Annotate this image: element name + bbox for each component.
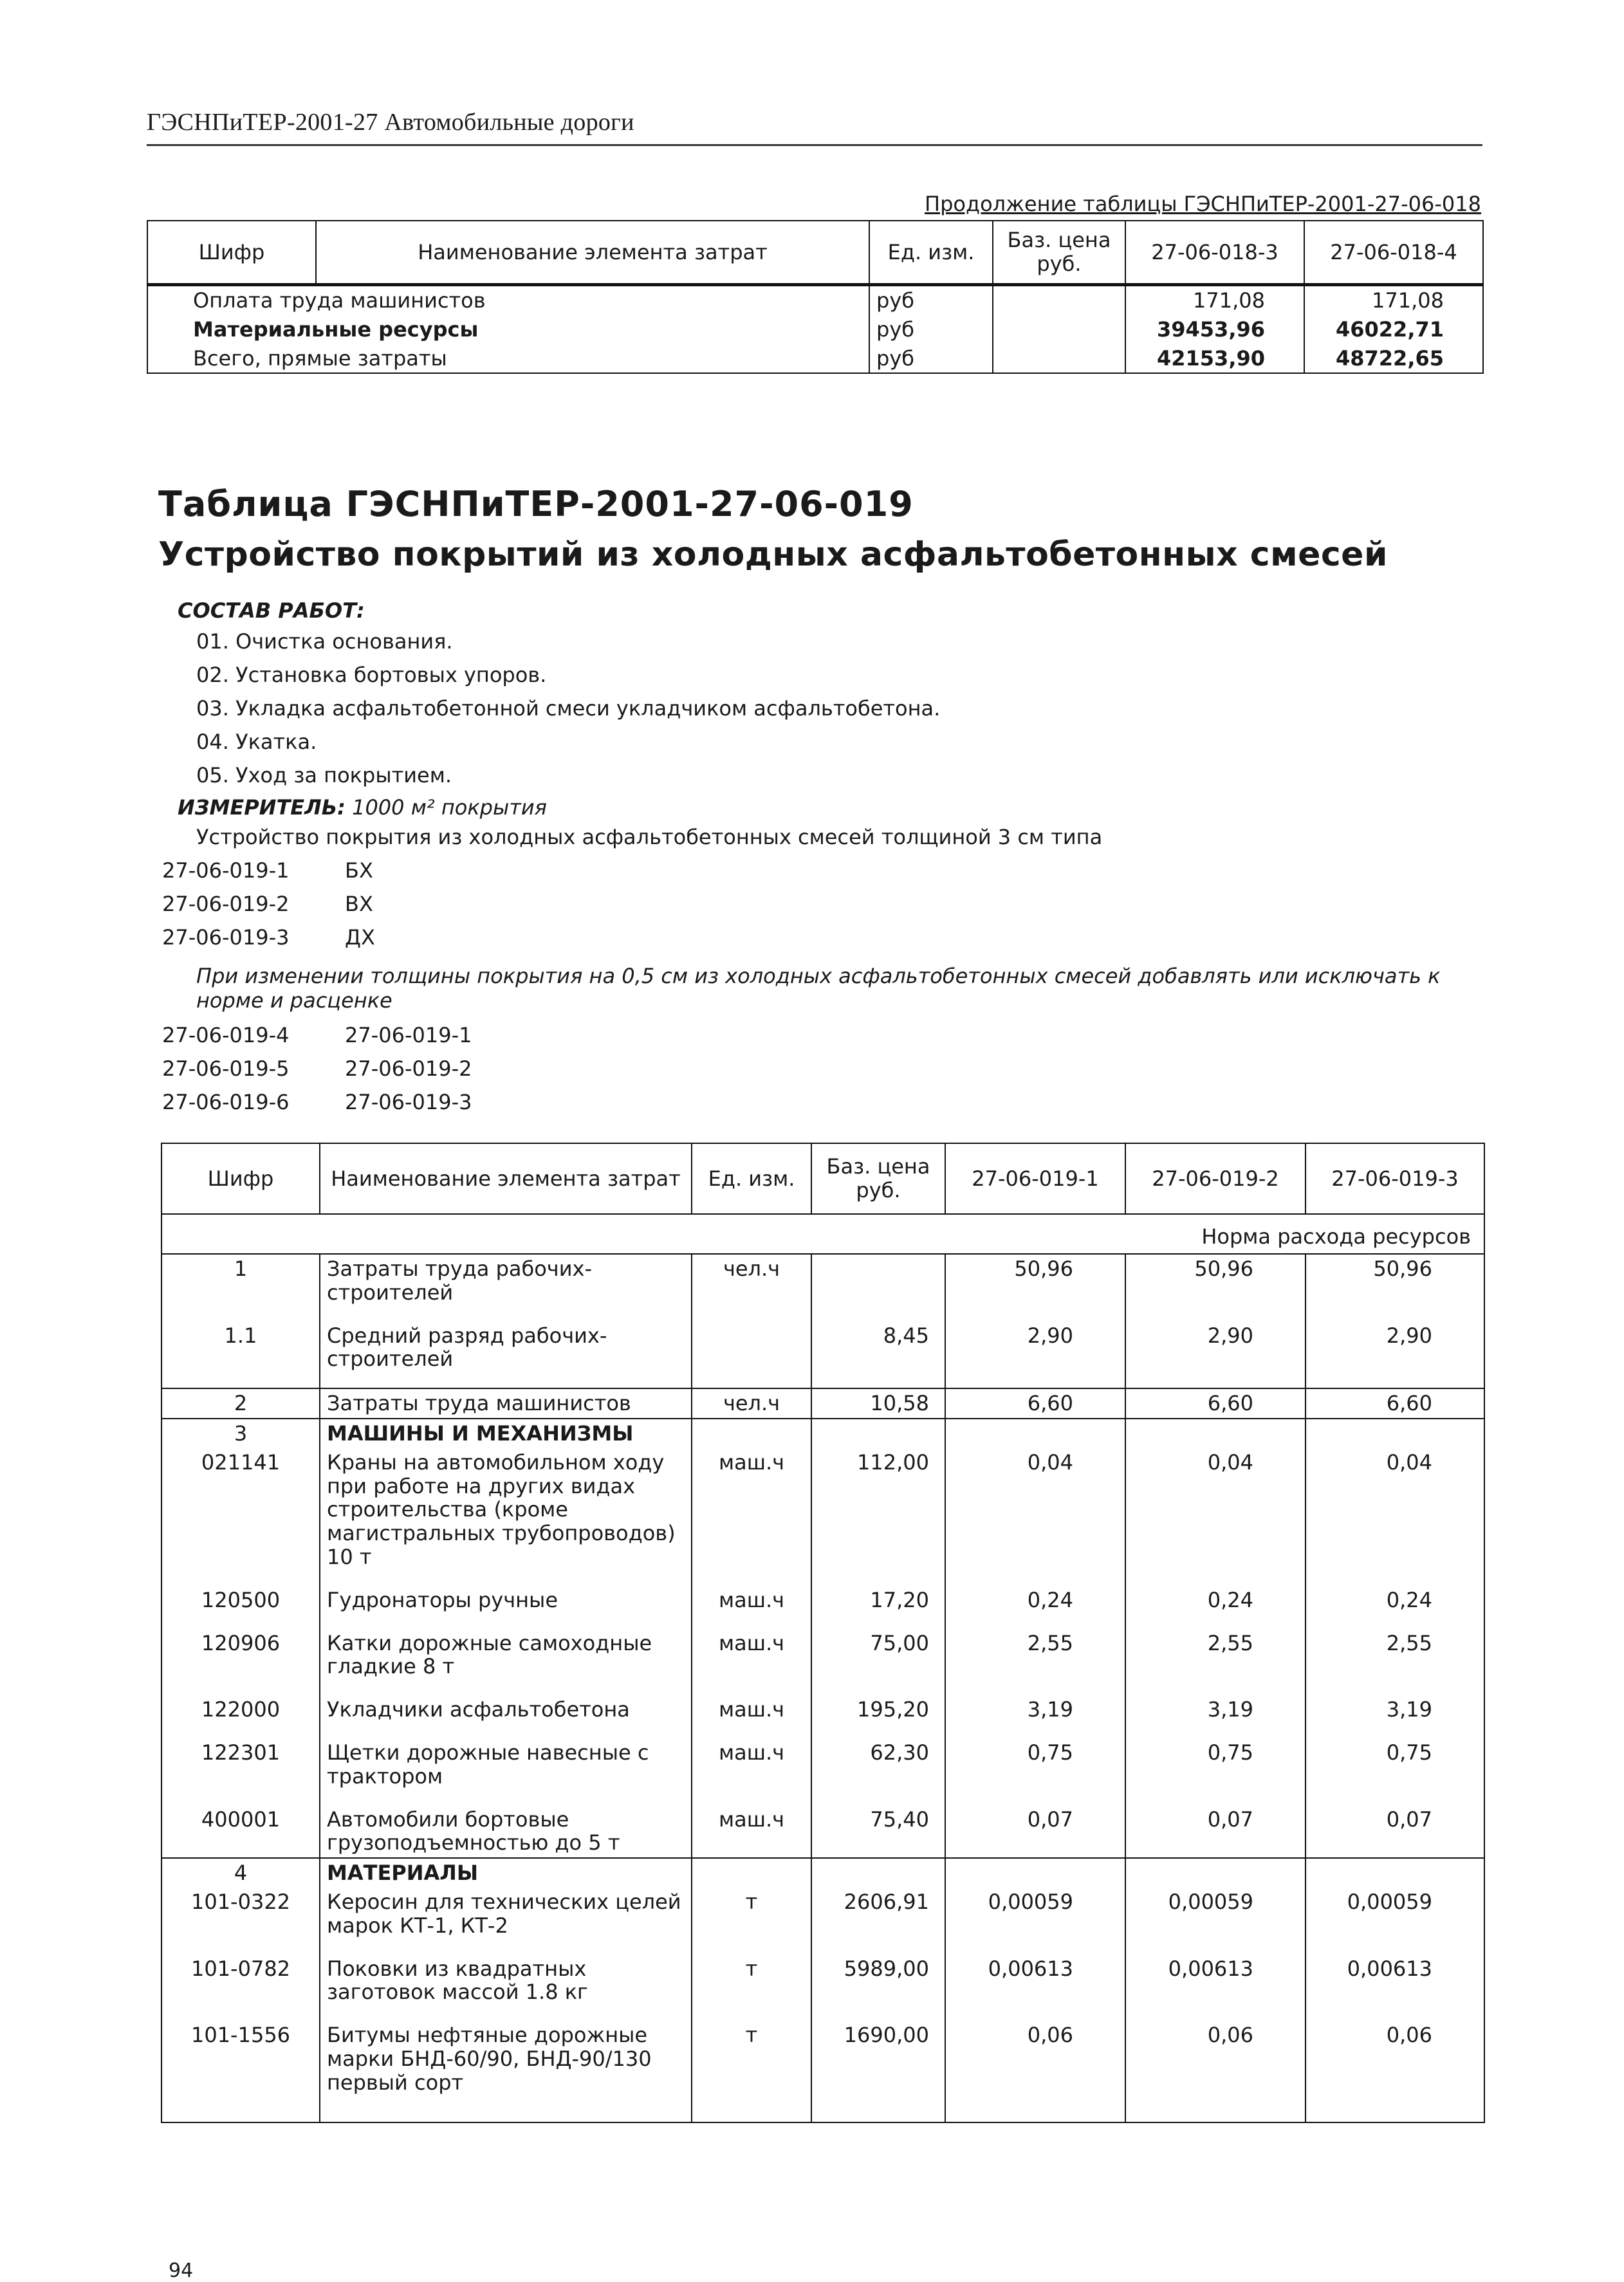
row-v2: 171,08: [1304, 286, 1483, 315]
continuation-note: Продолжение таблицы ГЭСНПиТЕР-2001-27-06-018: [925, 192, 1481, 216]
row-price: 5989,00: [811, 1955, 945, 2021]
row-v1: 0,75: [945, 1738, 1125, 1805]
work-item: 02. Установка бортовых упоров.: [196, 663, 547, 687]
row-name: Всего, прямые затраты: [147, 344, 869, 374]
col-header-unit: Ед. изм.: [869, 221, 993, 284]
row-code: 122301: [161, 1738, 320, 1805]
row-v1: 0,07: [945, 1805, 1125, 1859]
code-ref: 27-06-019-3: [162, 925, 290, 950]
code-type: БХ: [345, 858, 373, 883]
row-v1: 2,55: [945, 1629, 1125, 1696]
work-item: 04. Укатка.: [196, 730, 317, 754]
code-ref: 27-06-019-5: [162, 1056, 290, 1081]
col-header-code: Шифр: [147, 221, 316, 284]
row-v2: 2,90: [1125, 1321, 1306, 1389]
row-code: 1: [161, 1254, 320, 1321]
row-v1: 171,08: [1125, 286, 1304, 315]
col-header-name: Наименование элемента затрат: [316, 221, 869, 284]
measure-line: [178, 795, 547, 820]
row-v2: 3,19: [1125, 1695, 1306, 1738]
row-code: 4: [161, 1858, 320, 1888]
row-code: 1.1: [161, 1321, 320, 1389]
row-v3: 2,90: [1306, 1321, 1484, 1389]
row-name: МАШИНЫ И МЕХАНИЗМЫ: [320, 1419, 692, 1448]
table-row: [161, 1629, 1484, 1696]
table-row: [147, 286, 1483, 315]
row-unit: т: [692, 1955, 811, 2021]
row-v2: 0,04: [1125, 1448, 1306, 1586]
norm-label: Норма расхода ресурсов: [161, 1214, 1484, 1254]
table-row: [147, 315, 1483, 344]
row-price: [993, 315, 1125, 344]
col-header-code: Шифр: [161, 1143, 320, 1214]
table-header-row: [147, 221, 1483, 284]
table-row: [161, 1448, 1484, 1586]
row-name: Керосин для технических целей марок КТ-1, КТ-2: [320, 1888, 692, 1955]
row-name: Затраты труда рабочих-строителей: [320, 1254, 692, 1321]
row-code: 101-1556: [161, 2021, 320, 2097]
row-unit: маш.ч: [692, 1448, 811, 1586]
row-v2: 48722,65: [1304, 344, 1483, 374]
code-ref: 27-06-019-4: [162, 1023, 290, 1047]
table-row: [161, 1388, 1484, 1419]
page-number: 94: [169, 2259, 194, 2282]
row-name: Битумы нефтяные дорожные марки БНД-60/90, БНД-90/130 первый сорт: [320, 2021, 692, 2097]
row-name: Материальные ресурсы: [147, 315, 869, 344]
row-price: 75,40: [811, 1805, 945, 1859]
row-v3: 0,04: [1306, 1448, 1484, 1586]
row-v3: 0,00059: [1306, 1888, 1484, 1955]
table-018-continuation: [147, 220, 1484, 374]
row-unit: т: [692, 2021, 811, 2097]
code-base: 27-06-019-1: [345, 1023, 472, 1047]
row-v1: 0,00059: [945, 1888, 1125, 1955]
table-row: [161, 1888, 1484, 1955]
row-v3: 0,24: [1306, 1586, 1484, 1629]
col-header-v1: 27-06-019-1: [945, 1143, 1125, 1214]
code-type: ВХ: [345, 892, 373, 916]
code-ref: 27-06-019-1: [162, 858, 290, 883]
row-price: 10,58: [811, 1388, 945, 1419]
row-v2: 0,75: [1125, 1738, 1306, 1805]
table-row: [161, 2021, 1484, 2097]
row-v1: 6,60: [945, 1388, 1125, 1419]
table-title: Таблица ГЭСНПиТЕР-2001-27-06-019: [158, 484, 914, 524]
row-v2: 0,00059: [1125, 1888, 1306, 1955]
table-row: [161, 1254, 1484, 1321]
table-row: [147, 344, 1483, 374]
col-header-v1: 27-06-018-3: [1125, 221, 1304, 284]
col-header-price: Баз. цена руб.: [811, 1143, 945, 1214]
code-ref: 27-06-019-2: [162, 892, 290, 916]
work-item: 03. Укладка асфальтобетонной смеси укладчиком асфальтобетона.: [196, 696, 941, 721]
row-v3: 0,00613: [1306, 1955, 1484, 2021]
table-row: [161, 1586, 1484, 1629]
row-v2: 0,07: [1125, 1805, 1306, 1859]
row-unit: маш.ч: [692, 1738, 811, 1805]
row-price: [811, 1254, 945, 1321]
row-v2: 2,55: [1125, 1629, 1306, 1696]
table-row: [161, 1321, 1484, 1389]
row-v1: 3,19: [945, 1695, 1125, 1738]
row-v1: 50,96: [945, 1254, 1125, 1321]
row-v1: 0,00613: [945, 1955, 1125, 2021]
row-unit: руб: [869, 315, 993, 344]
table-row: [161, 1695, 1484, 1738]
row-code: 122000: [161, 1695, 320, 1738]
description-thickness: При изменении толщины покрытия на 0,5 см из холодных асфальтобетонных смесей добавлять или исключать к норме и расценке: [196, 964, 1441, 1013]
code-base: 27-06-019-3: [345, 1090, 472, 1114]
row-v2: 46022,71: [1304, 315, 1483, 344]
row-unit: маш.ч: [692, 1805, 811, 1859]
row-code: 101-0322: [161, 1888, 320, 1955]
row-name: Краны на автомобильном ходу при работе на других видах строительства (кроме магистральных трубопроводов) 10 т: [320, 1448, 692, 1586]
row-v3: 0,06: [1306, 2021, 1484, 2097]
row-unit: руб: [869, 344, 993, 374]
row-unit: маш.ч: [692, 1629, 811, 1696]
row-code: 021141: [161, 1448, 320, 1586]
row-price: 17,20: [811, 1586, 945, 1629]
col-header-price: Баз. цена руб.: [993, 221, 1125, 284]
col-header-unit: Ед. изм.: [692, 1143, 811, 1214]
row-name: Укладчики асфальтобетона: [320, 1695, 692, 1738]
row-name: Автомобили бортовые грузоподъемностью до 5 т: [320, 1805, 692, 1859]
running-header: ГЭСНПиТЕР-2001-27 Автомобильные дороги: [147, 109, 634, 136]
row-price: [993, 344, 1125, 374]
row-name: Оплата труда машинистов: [147, 286, 869, 315]
table-row: [161, 1955, 1484, 2021]
row-unit: руб: [869, 286, 993, 315]
table-row: [161, 1805, 1484, 1859]
row-v1: 0,24: [945, 1586, 1125, 1629]
table-subtitle: Устройство покрытий из холодных асфальтобетонных смесей: [158, 535, 1388, 574]
row-price: 62,30: [811, 1738, 945, 1805]
works-heading: СОСТАВ РАБОТ:: [178, 598, 365, 623]
row-v1: 39453,96: [1125, 315, 1304, 344]
col-header-v3: 27-06-019-3: [1306, 1143, 1484, 1214]
row-name: МАТЕРИАЛЫ: [320, 1858, 692, 1888]
row-v1: 0,04: [945, 1448, 1125, 1586]
row-unit: чел.ч: [692, 1388, 811, 1419]
row-name: Поковки из квадратных заготовок массой 1.8 кг: [320, 1955, 692, 2021]
row-name: Щетки дорожные навесные с трактором: [320, 1738, 692, 1805]
section-row-machines: [161, 1419, 1484, 1448]
row-code: 2: [161, 1388, 320, 1419]
norm-row: [161, 1214, 1484, 1254]
row-name: Катки дорожные самоходные гладкие 8 т: [320, 1629, 692, 1696]
row-code: 400001: [161, 1805, 320, 1859]
row-v2: 0,24: [1125, 1586, 1306, 1629]
row-v2: 0,06: [1125, 2021, 1306, 2097]
code-base: 27-06-019-2: [345, 1056, 472, 1081]
table-row: [161, 1738, 1484, 1805]
row-price: 195,20: [811, 1695, 945, 1738]
row-v3: 3,19: [1306, 1695, 1484, 1738]
col-header-name: Наименование элемента затрат: [320, 1143, 692, 1214]
col-header-v2: 27-06-018-4: [1304, 221, 1483, 284]
row-v3: 0,07: [1306, 1805, 1484, 1859]
row-v3: 6,60: [1306, 1388, 1484, 1419]
row-code: 101-0782: [161, 1955, 320, 2021]
row-v3: 50,96: [1306, 1254, 1484, 1321]
work-item: 05. Уход за покрытием.: [196, 763, 452, 787]
code-ref: 27-06-019-6: [162, 1090, 290, 1114]
row-price: 2606,91: [811, 1888, 945, 1955]
header-rule: [147, 144, 1482, 146]
work-item: 01. Очистка основания.: [196, 629, 453, 654]
description-main: Устройство покрытия из холодных асфальтобетонных смесей толщиной 3 см типа: [196, 825, 1103, 849]
row-code: 120906: [161, 1629, 320, 1696]
row-v1: 0,06: [945, 2021, 1125, 2097]
row-unit: маш.ч: [692, 1695, 811, 1738]
row-v1: 42153,90: [1125, 344, 1304, 374]
row-name: Гудронаторы ручные: [320, 1586, 692, 1629]
row-price: [993, 286, 1125, 315]
row-v2: 6,60: [1125, 1388, 1306, 1419]
code-type: ДХ: [345, 925, 375, 950]
row-name: Затраты труда машинистов: [320, 1388, 692, 1419]
measure-value: 1000 м² покрытия: [352, 795, 547, 820]
row-v3: 0,75: [1306, 1738, 1484, 1805]
table-header-row: [161, 1143, 1484, 1214]
row-unit: [692, 1321, 811, 1389]
row-v3: 2,55: [1306, 1629, 1484, 1696]
row-unit: маш.ч: [692, 1586, 811, 1629]
section-row-materials: [161, 1858, 1484, 1888]
row-price: 8,45: [811, 1321, 945, 1389]
row-v1: 2,90: [945, 1321, 1125, 1389]
row-v2: 0,00613: [1125, 1955, 1306, 2021]
row-name: Средний разряд рабочих-строителей: [320, 1321, 692, 1389]
col-header-v2: 27-06-019-2: [1125, 1143, 1306, 1214]
row-code: 120500: [161, 1586, 320, 1629]
measure-label: ИЗМЕРИТЕЛЬ:: [178, 795, 346, 820]
row-price: 75,00: [811, 1629, 945, 1696]
row-v2: 50,96: [1125, 1254, 1306, 1321]
row-code: 3: [161, 1419, 320, 1448]
row-price: 1690,00: [811, 2021, 945, 2097]
row-unit: т: [692, 1888, 811, 1955]
row-price: 112,00: [811, 1448, 945, 1586]
row-unit: чел.ч: [692, 1254, 811, 1321]
table-019-resources: [161, 1143, 1485, 2123]
